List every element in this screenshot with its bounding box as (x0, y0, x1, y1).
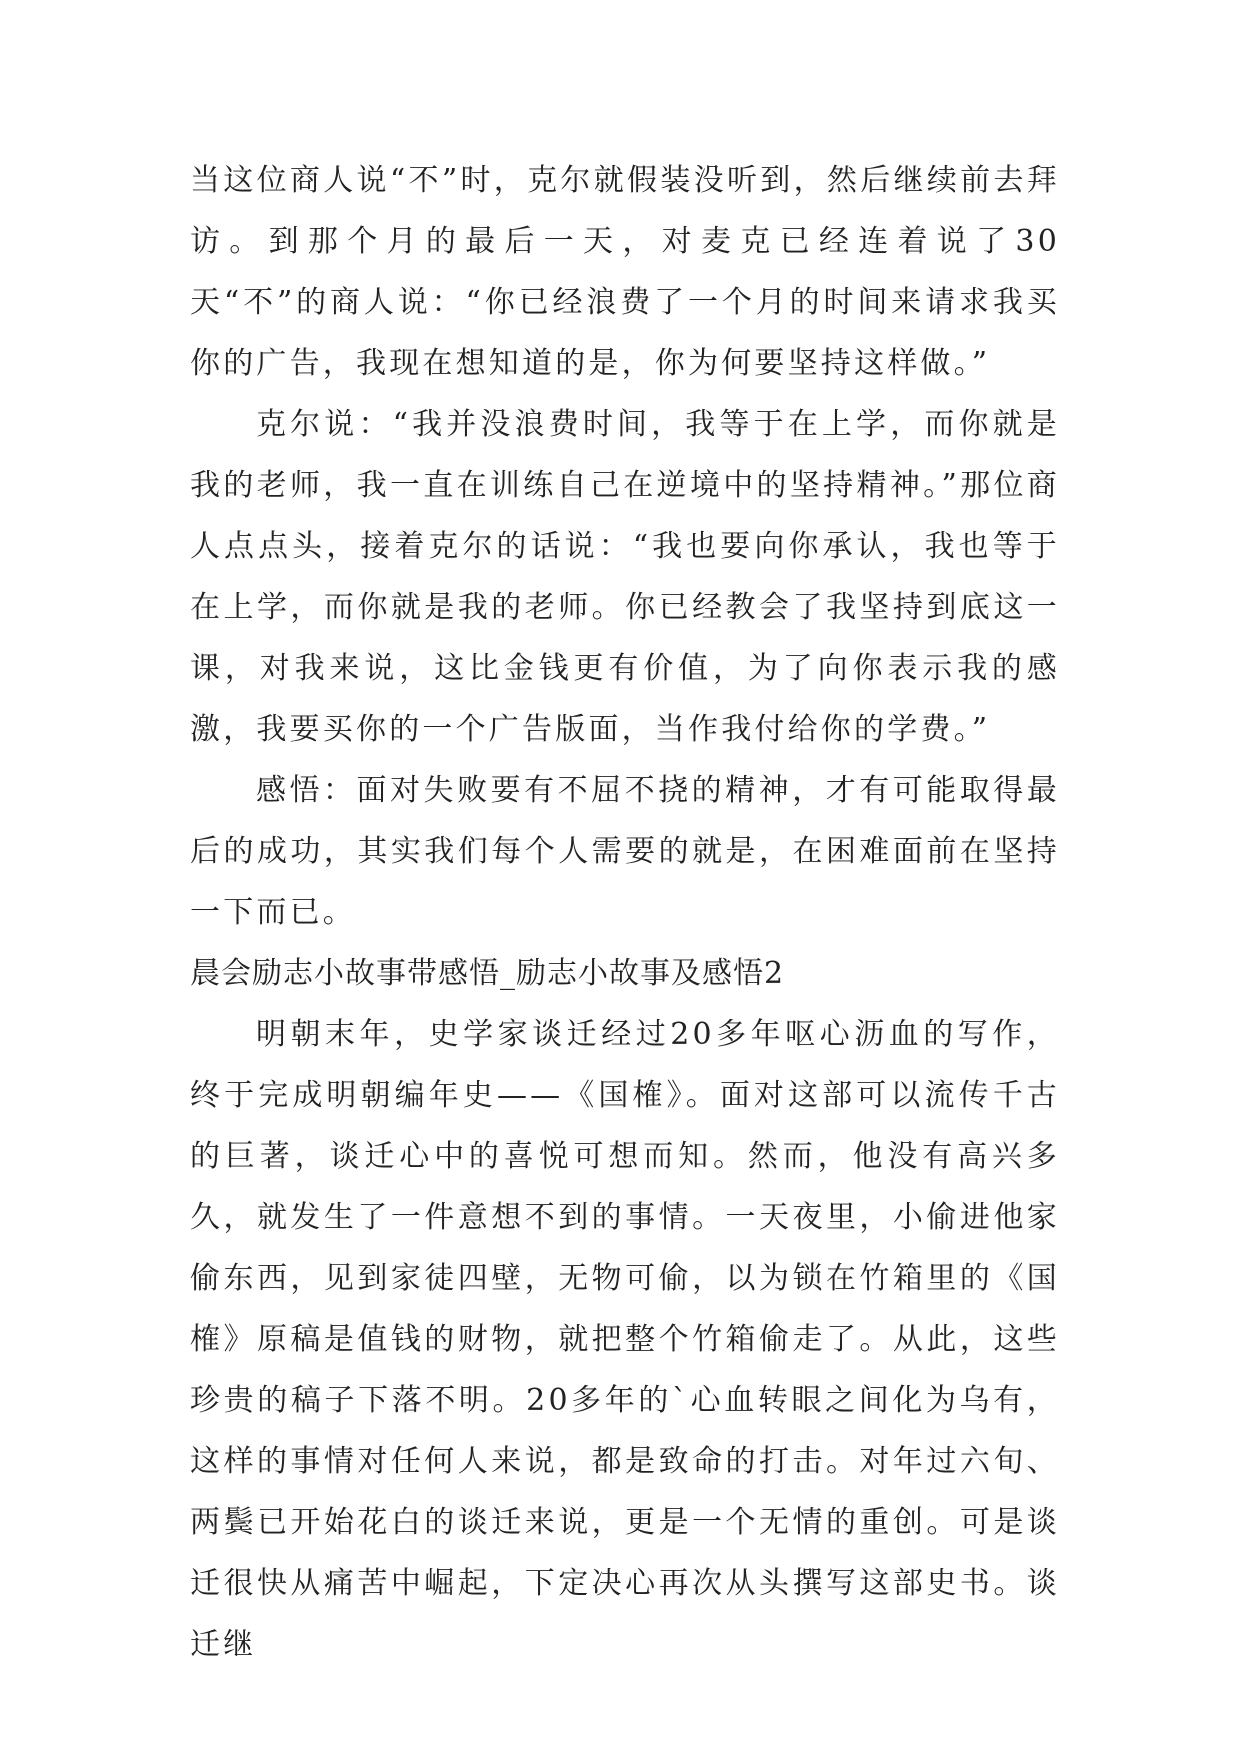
section-heading: 晨会励志小故事带感悟_励志小故事及感悟2 (190, 956, 785, 991)
paragraph-tan-qian-story: 明朝末年，史学家谈迁经过20多年呕心沥血的写作，终于完成明朝编年史——《国榷》。面对这部可以流传千古的巨著，谈迁心中的喜悦可想而知。然而，他没有高兴多久，就发生了一件意想不到的事情。一天夜里，小偷进他家偷东西，见到家徒四壁，无物可偷，以为锁在竹箱里的《国榷》原稿是值钱的财物，就把整个竹箱偷走了。从此，这些珍贵的稿子下落不明。20多年的`心血转眼之间化为乌有，这样的事情对任何人来说，都是致命的打击。对年过六旬、两鬓已开始花白的谈迁来说，更是一个无情的重创。可是谈迁很快从痛苦中崛起，下定决心再次从头撰写这部史书。谈迁继 (190, 1017, 1060, 1662)
paragraph-keer-reply: 克尔说：“我并没浪费时间，我等于在上学，而你就是我的老师，我一直在训练自己在逆境中的坚持精神。”那位商人点点头，接着克尔的话说：“我也要向你承认，我也等于在上学，而你就是我的老师。你已经教会了我坚持到底这一课，对我来说，这比金钱更有价值，为了向你表示我的感激，我要买你的一个广告版面，当作我付给你的学费。” (190, 407, 1060, 747)
paragraph-merchant-refusal: 当这位商人说“不”时，克尔就假装没听到，然后继续前去拜访。到那个月的最后一天，对麦克已经连着说了30天“不”的商人说：“你已经浪费了一个月的时间来请求我买你的广告，我现在想知道的是，你为何要坚持这样做。” (190, 163, 1060, 381)
paragraph-insight: 感悟：面对失败要有不屈不挠的精神，才有可能取得最后的成功，其实我们每个人需要的就是，在困难面前在坚持一下而已。 (190, 773, 1060, 930)
document-body (190, 150, 1060, 1675)
